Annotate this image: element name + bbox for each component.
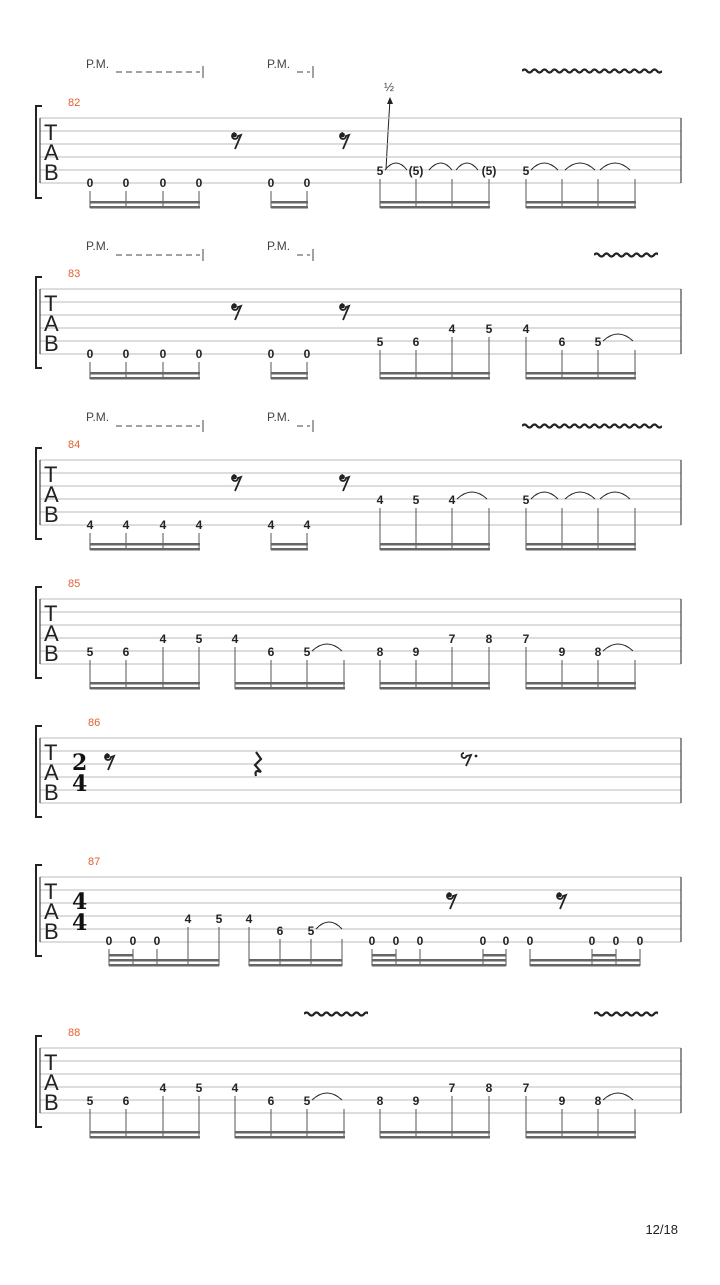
fret-number: 0 [195,347,203,361]
fret-number: 6 [267,645,275,659]
fret-number: 8 [485,632,493,646]
fret-number: 0 [303,176,311,190]
fret-number: 5 [215,912,223,926]
fret-number: 4 [231,1081,239,1095]
fret-number: 0 [159,347,167,361]
vibrato-marker [304,1013,444,1016]
vibrato-marker [522,70,662,73]
time-signature-top: 4 [72,889,88,915]
fret-number: 8 [376,1094,384,1108]
sixteenth-rest [447,893,456,909]
fret-number: 5 [303,645,311,659]
fret-number: 0 [153,934,161,948]
fret-number: 5 [303,1094,311,1108]
fret-number: 4 [267,518,275,532]
fret-number: 5 [195,632,203,646]
palm-mute-label: P.M. [267,57,291,71]
vibrato-marker [522,425,662,428]
fret-number: 0 [416,934,424,948]
fret-number: 6 [276,924,284,938]
fret-number: 8 [594,645,602,659]
fret-number: 8 [485,1081,493,1095]
fret-number: 5 [307,924,315,938]
tab-clef-a: A [44,760,59,785]
fret-number: 8 [594,1094,602,1108]
fret-number: 6 [267,1094,275,1108]
fret-number: 4 [376,493,384,507]
vibrato-marker [594,1013,720,1016]
fret-number: 9 [412,645,420,659]
fret-number: 0 [122,176,130,190]
tab-clef-b: B [44,1090,59,1115]
fret-number: 4 [159,518,167,532]
fret-number: 9 [558,1094,566,1108]
system-82 [36,57,681,209]
sixteenth-rest [340,133,349,149]
measure-number: 88 [68,1027,81,1039]
fret-number: 6 [122,1094,130,1108]
bend-amount: ½ [384,80,395,94]
measure-number: 82 [68,97,81,109]
page-number: 12/18 [645,1222,678,1237]
system-85 [36,578,681,690]
tab-clef-b: B [44,160,59,185]
fret-number: 0 [105,934,113,948]
fret-number: 0 [612,934,620,948]
palm-mute-label: P.M. [267,239,291,253]
fret-number: 6 [558,335,566,349]
sixteenth-rest [557,893,566,909]
fret-number: 4 [448,493,456,507]
tab-clef-a: A [44,899,59,924]
fret-number: 0 [129,934,137,948]
fret-number: 0 [122,347,130,361]
palm-mute-label: P.M. [86,57,110,71]
fret-number: 0 [368,934,376,948]
sixteenth-rest [340,304,349,320]
fret-number: 4 [448,322,456,336]
tab-clef-t: T [44,1050,58,1075]
system-86 [36,717,681,817]
fret-number: 7 [448,1081,456,1095]
system-87 [36,856,681,967]
fret-number: 5 [412,493,420,507]
measure-number: 86 [88,717,101,729]
tab-clef-b: B [44,641,59,666]
fret-number: 5 [485,322,493,336]
tab-clef-t: T [44,120,58,145]
fret-number: (5) [481,164,497,178]
fret-number: 4 [159,1081,167,1095]
fret-number: 8 [376,645,384,659]
tab-clef-t: T [44,879,58,904]
system-88 [36,1013,720,1139]
fret-number: 7 [522,1081,530,1095]
tab-clef-t: T [44,740,58,765]
tab-clef-a: A [44,1070,59,1095]
tab-clef-a: A [44,311,59,336]
palm-mute-label: P.M. [86,410,110,424]
sixteenth-rest [340,475,349,491]
tab-clef-t: T [44,291,58,316]
fret-number: 4 [195,518,203,532]
fret-number: 5 [594,335,602,349]
tab-clef-b: B [44,502,59,527]
tab-clef-b: B [44,780,59,805]
fret-number: 5 [86,1094,94,1108]
tab-clef-a: A [44,482,59,507]
fret-number: 0 [636,934,644,948]
fret-number: 0 [86,347,94,361]
fret-number: 5 [86,645,94,659]
fret-number: 5 [522,493,530,507]
fret-number: 4 [122,518,130,532]
sixteenth-rest [232,475,241,491]
fret-number: 4 [159,632,167,646]
measure-number: 84 [68,439,81,451]
fret-number: 4 [245,912,253,926]
time-signature-top: 2 [72,750,88,776]
fret-number: 0 [303,347,311,361]
fret-number: 5 [376,164,384,178]
fret-number: 4 [184,912,192,926]
tab-clef-b: B [44,331,59,356]
fret-number: 9 [558,645,566,659]
system-84 [36,410,681,551]
time-signature-bottom: 4 [72,771,88,797]
time-signature-bottom: 4 [72,910,88,936]
palm-mute-label: P.M. [267,410,291,424]
fret-number: 7 [522,632,530,646]
fret-number: 0 [588,934,596,948]
sixteenth-rest [232,133,241,149]
fret-number: 0 [392,934,400,948]
tab-clef-a: A [44,621,59,646]
measure-number: 83 [68,268,81,280]
fret-number: 4 [303,518,311,532]
fret-number: 0 [159,176,167,190]
fret-number: 7 [448,632,456,646]
tab-clef-a: A [44,140,59,165]
fret-number: 4 [522,322,530,336]
measure-number: 85 [68,578,81,590]
fret-number: 6 [122,645,130,659]
fret-number: 5 [195,1081,203,1095]
fret-number: 0 [267,347,275,361]
system-83 [36,239,720,380]
fret-number: (5) [408,164,424,178]
palm-mute-label: P.M. [86,239,110,253]
fret-number: 0 [502,934,510,948]
fret-number: 0 [526,934,534,948]
measure-number: 87 [88,856,101,868]
tab-clef-t: T [44,462,58,487]
tab-clef-b: B [44,919,59,944]
vibrato-marker [594,254,720,257]
sixteenth-rest [105,754,114,770]
tab-clef-t: T [44,601,58,626]
fret-number: 0 [86,176,94,190]
sixteenth-rest [232,304,241,320]
fret-number: 4 [231,632,239,646]
fret-number: 0 [195,176,203,190]
fret-number: 0 [267,176,275,190]
fret-number: 6 [412,335,420,349]
fret-number: 9 [412,1094,420,1108]
fret-number: 4 [86,518,94,532]
fret-number: 5 [376,335,384,349]
fret-number: 5 [522,164,530,178]
fret-number: 0 [479,934,487,948]
